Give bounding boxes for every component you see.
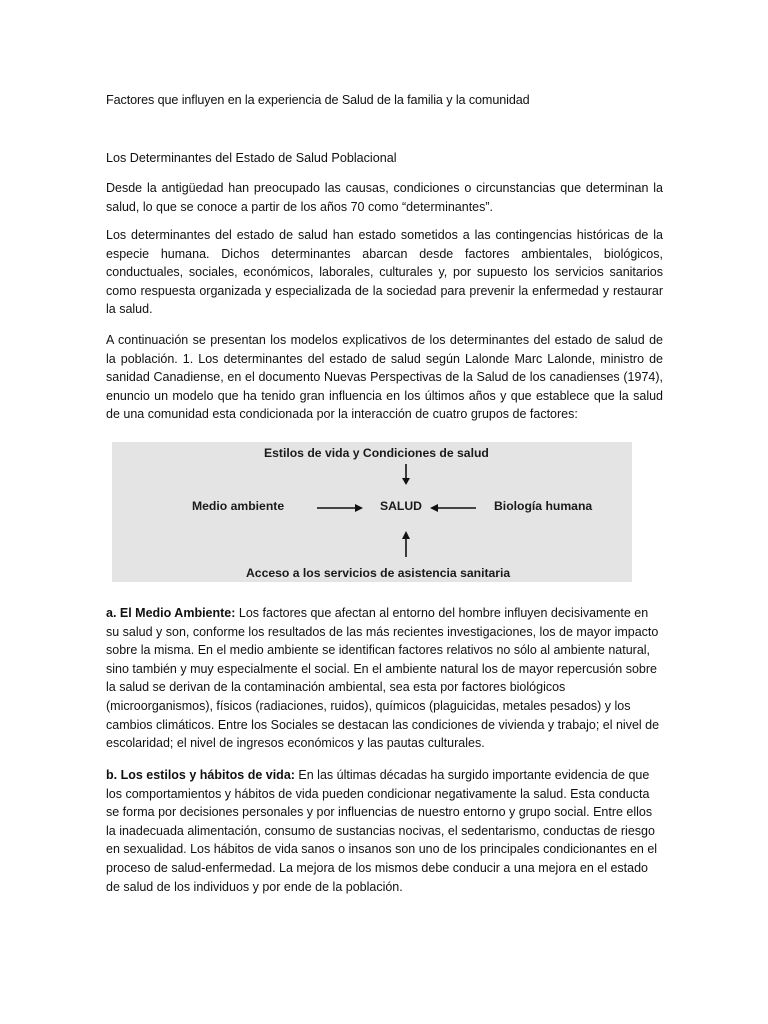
- diagram-label-lifestyle: Estilos de vida y Condiciones de salud: [264, 446, 489, 460]
- arrow-up-icon: [401, 531, 411, 557]
- diagram-label-environment: Medio ambiente: [192, 499, 285, 513]
- paragraph-lifestyles: [106, 766, 663, 896]
- arrow-down-icon: [401, 464, 411, 486]
- section-heading: Los Determinantes del Estado de Salud Poblacional: [106, 151, 397, 165]
- paragraph-environment: [106, 604, 663, 753]
- arrow-left-icon: [430, 503, 476, 513]
- section-b-text: En las últimas décadas ha surgido importante evidencia de que los comportamientos y hábitos de vida pueden condicionar negativamente la salud. Esta conducta se forma por decisiones personales y por influencias de nuestro entorno y grupo social. Entre ellos la inadecuada alimentación, consumo de sustancias nocivas, el sedentarismo, conductas de riesgo en sexualidad. Los hábitos de vida sanos o insanos son uno de los principales condicionantes en el proceso de salud-enfermedad. La mejora de los mismos debe conducir a una mejora en el estado de salud de los individuos y por ende de la población.: [106, 768, 658, 894]
- lalonde-diagram: [112, 442, 632, 582]
- document-title: Factores que influyen en la experiencia de Salud de la familia y la comunidad: [106, 93, 530, 107]
- section-a-text: Los factores que afectan al entorno del hombre influyen decisivamente en su salud y son, conforme los resultados de las más recientes investigaciones, los de mayor impacto sobre la misma. En el medio ambiente se identifican factores relativos no sólo al ambiente natural, sino también y muy especialmente el social. En el ambiente natural los de mayor repercusión sobre la salud se derivan de la contaminación ambiental, sea esta por factores biológicos (microorganismos), físicos (radiaciones, ruidos), químicos (plaguicidas, metales pesados) y los cambios climáticos. Entre los Sociales se destacan las condiciones de vivienda y trabajo; el nivel de escolaridad; el nivel de ingresos económicos y las pautas culturales.: [106, 606, 660, 751]
- arrow-right-icon: [317, 503, 363, 513]
- diagram-label-health: SALUD: [380, 499, 422, 513]
- section-a-label: a. El Medio Ambiente:: [106, 606, 236, 620]
- diagram-label-health-services: Acceso a los servicios de asistencia sanitaria: [246, 566, 511, 580]
- paragraph-intro: Desde la antigüedad han preocupado las causas, condiciones o circunstancias que determinan la salud, lo que se conoce a partir de los años 70 como “determinantes”.: [106, 181, 663, 214]
- paragraph-models: A continuación se presentan los modelos explicativos de los determinantes del estado de salud de la población. 1. Los determinantes del estado de salud según Lalonde Marc Lalonde, ministro de sanidad Canadiense, en el documento Nuevas Perspectivas de la Salud de los canadienses (1974), enuncio un modelo que ha tenido gran influencia en los últimos años y que establece que la salud de una comunidad esta condicionada por la interacción de cuatro grupos de factores:: [106, 333, 663, 422]
- section-b-label: b. Los estilos y hábitos de vida:: [106, 768, 295, 782]
- paragraph-determinants: Los determinantes del estado de salud han estado sometidos a las contingencias históricas de la especie humana. Dichos determinantes abarcan desde factores ambientales, biológicos, conductuales, sociales, económicos, laborales, culturales y, por supuesto los servicios sanitarios como respuesta organizada y especializada de la sociedad para prevenir la enfermedad y restaurar la salud.: [106, 228, 663, 317]
- diagram-label-biology: Biología humana: [494, 499, 593, 513]
